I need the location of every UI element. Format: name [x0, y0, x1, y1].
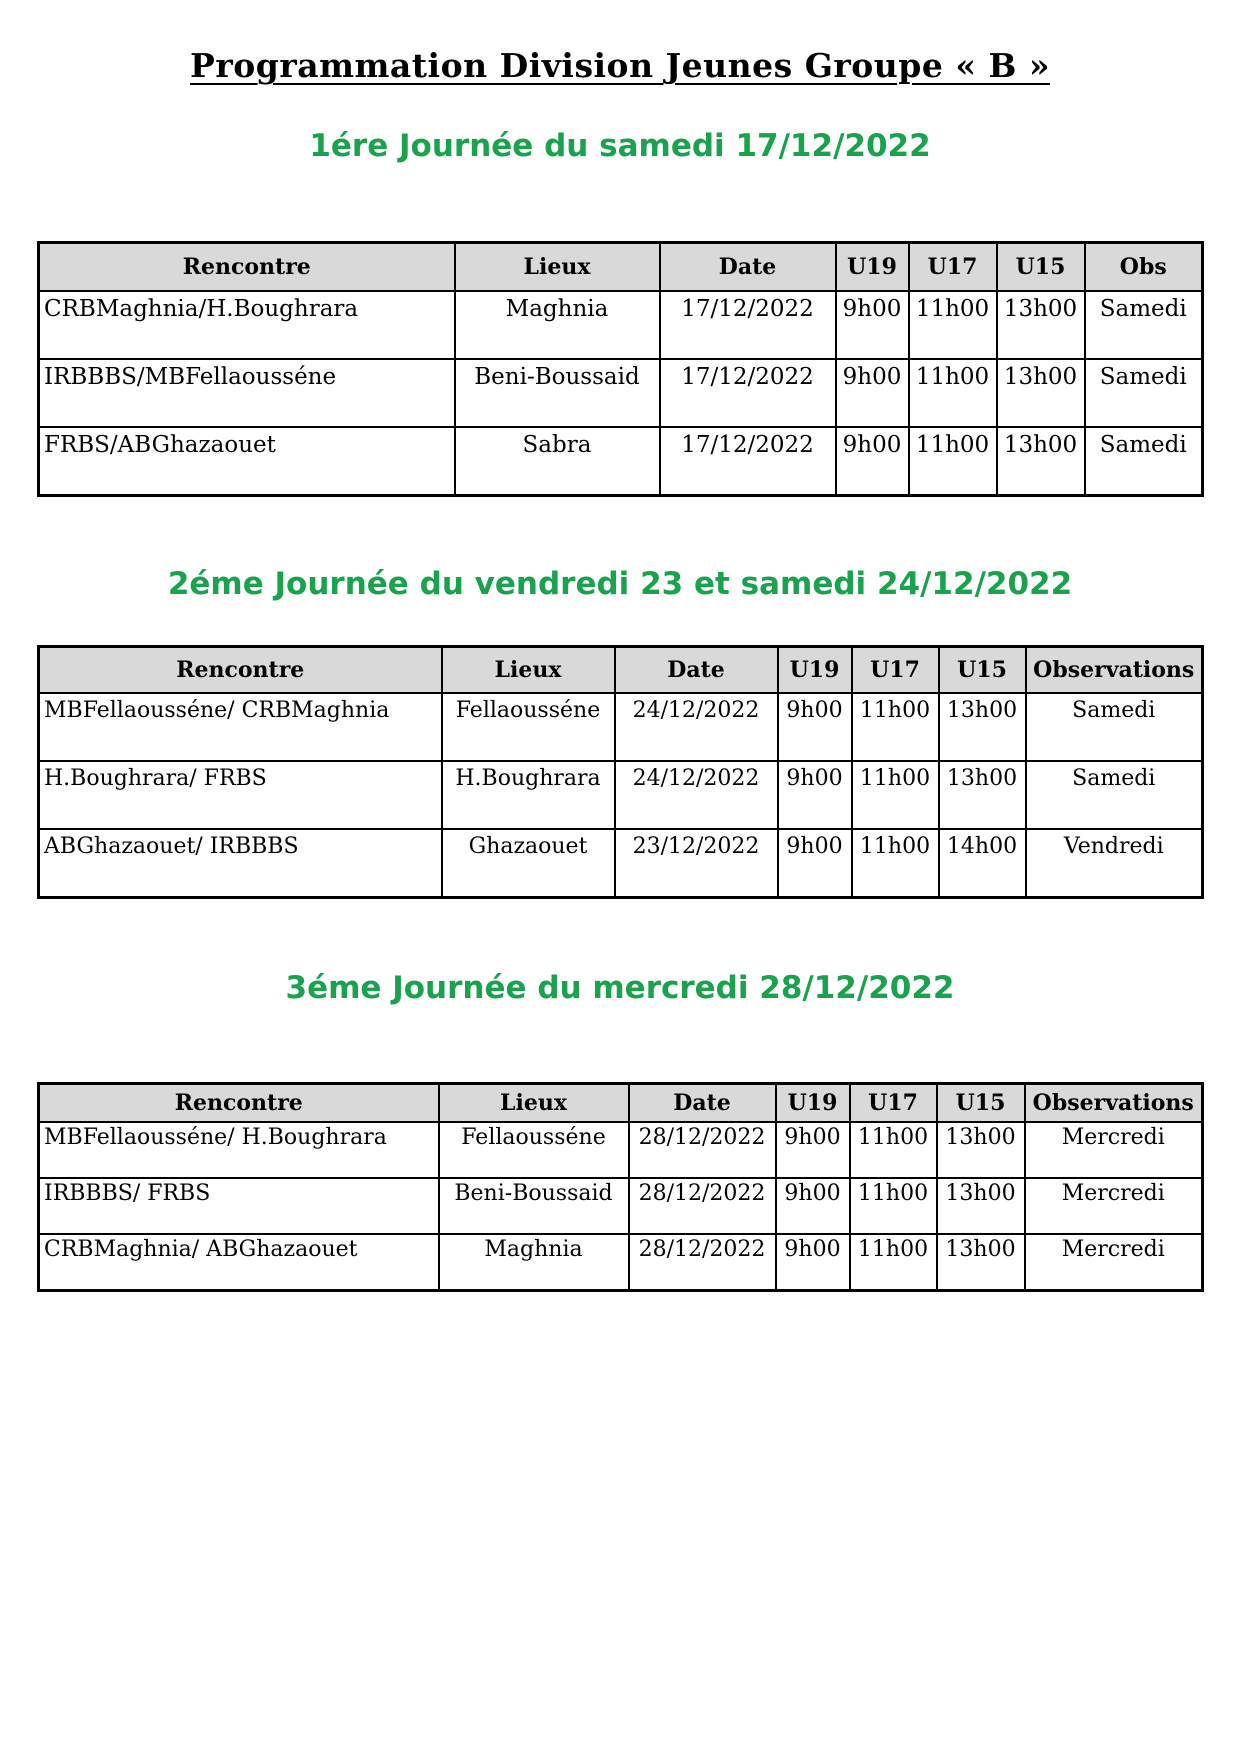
cell-u17: 11h00: [850, 1122, 937, 1178]
cell-u19: 9h00: [778, 693, 852, 761]
cell-obs: Samedi: [1026, 693, 1203, 761]
cell-rencontre: CRBMaghnia/H.Boughrara: [39, 291, 455, 359]
cell-u15: 13h00: [997, 291, 1085, 359]
page-title: Programmation Division Jeunes Groupe « B »: [190, 46, 1050, 85]
cell-obs: Vendredi: [1026, 829, 1203, 898]
cell-lieux: Fellaousséne: [439, 1122, 629, 1178]
header-u17: U17: [852, 647, 939, 694]
cell-date: 17/12/2022: [660, 291, 836, 359]
table-row: [39, 359, 1203, 427]
cell-date: 17/12/2022: [660, 359, 836, 427]
journee-2-table: [37, 645, 1204, 899]
header-u15: U15: [939, 647, 1026, 694]
header-rencontre: Rencontre: [39, 243, 455, 292]
table-row: [39, 1178, 1203, 1234]
cell-date: 28/12/2022: [629, 1234, 776, 1291]
cell-u17: 11h00: [909, 291, 997, 359]
table-row: [39, 693, 1203, 761]
header-u19: U19: [778, 647, 852, 694]
cell-u15: 14h00: [939, 829, 1026, 898]
cell-u17: 11h00: [852, 829, 939, 898]
cell-rencontre: H.Boughrara/ FRBS: [39, 761, 442, 829]
header-lieux: Lieux: [455, 243, 660, 292]
cell-u19: 9h00: [778, 761, 852, 829]
cell-lieux: Ghazaouet: [442, 829, 615, 898]
header-date: Date: [629, 1084, 776, 1123]
cell-u19: 9h00: [776, 1234, 850, 1291]
header-u15: U15: [997, 243, 1085, 292]
cell-rencontre: ABGhazaouet/ IRBBBS: [39, 829, 442, 898]
cell-u15: 13h00: [997, 427, 1085, 496]
header-u17: U17: [850, 1084, 937, 1123]
cell-rencontre: MBFellaousséne/ CRBMaghnia: [39, 693, 442, 761]
cell-u17: 11h00: [850, 1178, 937, 1234]
header-u19: U19: [836, 243, 909, 292]
cell-rencontre: CRBMaghnia/ ABGhazaouet: [39, 1234, 439, 1291]
cell-lieux: Beni-Boussaid: [455, 359, 660, 427]
cell-obs: Mercredi: [1025, 1122, 1203, 1178]
header-date: Date: [660, 243, 836, 292]
cell-lieux: Fellaousséne: [442, 693, 615, 761]
cell-u19: 9h00: [836, 427, 909, 496]
cell-u19: 9h00: [776, 1178, 850, 1234]
table-row: [39, 829, 1203, 898]
header-observations: Observations: [1025, 1084, 1203, 1123]
table-header-row: [39, 243, 1203, 292]
cell-date: 17/12/2022: [660, 427, 836, 496]
cell-date: 24/12/2022: [615, 693, 778, 761]
cell-u15: 13h00: [997, 359, 1085, 427]
journee-3-table: [37, 1082, 1204, 1292]
cell-u19: 9h00: [836, 291, 909, 359]
journee-2-title: 2éme Journée du vendredi 23 et samedi 24/12/2022: [167, 566, 1073, 602]
cell-u15: 13h00: [937, 1178, 1025, 1234]
table-row: [39, 291, 1203, 359]
cell-u15: 13h00: [937, 1122, 1025, 1178]
journee-1-table: [37, 241, 1204, 497]
header-obs: Obs: [1085, 243, 1203, 292]
header-rencontre: Rencontre: [39, 647, 442, 694]
cell-obs: Mercredi: [1025, 1234, 1203, 1291]
cell-lieux: Beni-Boussaid: [439, 1178, 629, 1234]
cell-rencontre: IRBBBS/MBFellaousséne: [39, 359, 455, 427]
header-lieux: Lieux: [442, 647, 615, 694]
header-lieux: Lieux: [439, 1084, 629, 1123]
cell-date: 28/12/2022: [629, 1122, 776, 1178]
cell-date: 23/12/2022: [615, 829, 778, 898]
cell-lieux: H.Boughrara: [442, 761, 615, 829]
header-u19: U19: [776, 1084, 850, 1123]
cell-obs: Samedi: [1026, 761, 1203, 829]
cell-rencontre: MBFellaousséne/ H.Boughrara: [39, 1122, 439, 1178]
table-header-row: [39, 1084, 1203, 1123]
cell-obs: Samedi: [1085, 291, 1203, 359]
table-row: [39, 1122, 1203, 1178]
header-observations: Observations: [1026, 647, 1203, 694]
header-u17: U17: [909, 243, 997, 292]
cell-u17: 11h00: [909, 427, 997, 496]
cell-lieux: Maghnia: [455, 291, 660, 359]
header-rencontre: Rencontre: [39, 1084, 439, 1123]
cell-lieux: Maghnia: [439, 1234, 629, 1291]
cell-date: 28/12/2022: [629, 1178, 776, 1234]
cell-u17: 11h00: [852, 761, 939, 829]
header-u15: U15: [937, 1084, 1025, 1123]
journee-3-title: 3éme Journée du mercredi 28/12/2022: [285, 970, 955, 1006]
cell-u19: 9h00: [836, 359, 909, 427]
cell-obs: Samedi: [1085, 359, 1203, 427]
header-date: Date: [615, 647, 778, 694]
cell-rencontre: FRBS/ABGhazaouet: [39, 427, 455, 496]
cell-u19: 9h00: [778, 829, 852, 898]
cell-u17: 11h00: [850, 1234, 937, 1291]
cell-u17: 11h00: [909, 359, 997, 427]
table-row: [39, 427, 1203, 496]
cell-lieux: Sabra: [455, 427, 660, 496]
cell-u15: 13h00: [939, 761, 1026, 829]
cell-u15: 13h00: [939, 693, 1026, 761]
cell-u19: 9h00: [776, 1122, 850, 1178]
cell-obs: Mercredi: [1025, 1178, 1203, 1234]
cell-rencontre: IRBBBS/ FRBS: [39, 1178, 439, 1234]
cell-u17: 11h00: [852, 693, 939, 761]
cell-u15: 13h00: [937, 1234, 1025, 1291]
table-header-row: [39, 647, 1203, 694]
journee-1-title: 1ére Journée du samedi 17/12/2022: [309, 128, 931, 164]
table-row: [39, 1234, 1203, 1291]
cell-obs: Samedi: [1085, 427, 1203, 496]
cell-date: 24/12/2022: [615, 761, 778, 829]
table-row: [39, 761, 1203, 829]
